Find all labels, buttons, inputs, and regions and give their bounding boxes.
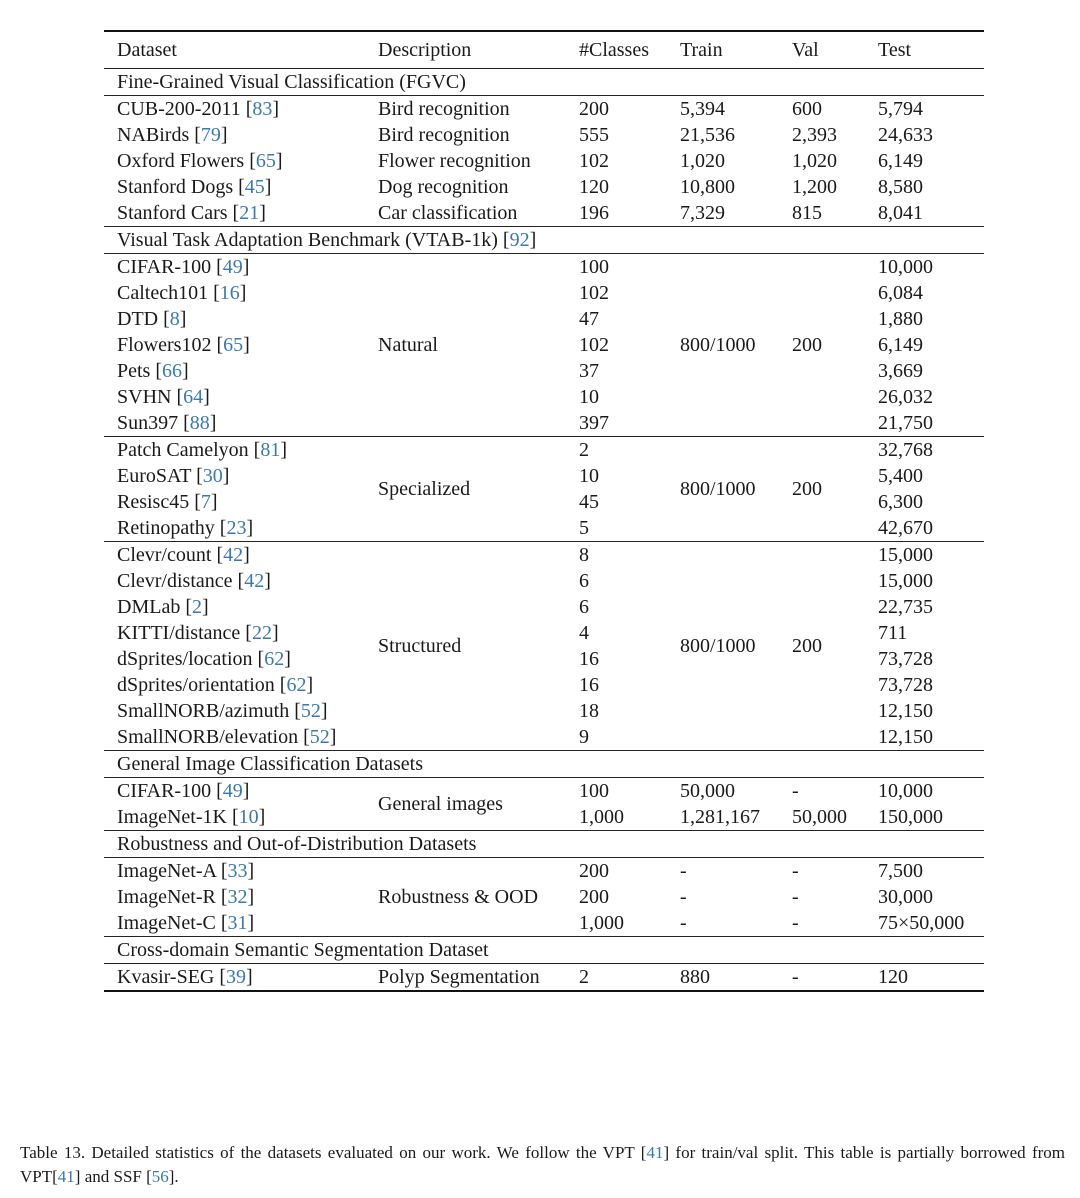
dataset-name: Stanford Cars bbox=[117, 202, 228, 224]
citation-link[interactable]: 41 bbox=[646, 1143, 664, 1162]
dataset-name: ImageNet-R bbox=[117, 886, 216, 908]
citation-link[interactable]: 7 bbox=[200, 491, 211, 513]
section-title bbox=[104, 751, 984, 778]
dataset-cell: DMLab [2] bbox=[117, 596, 209, 618]
dataset-cell: dSprites/orientation [62] bbox=[117, 674, 314, 696]
dataset-cell: SmallNORB/azimuth [52] bbox=[117, 700, 328, 722]
dataset-cell: Patch Camelyon [81] bbox=[104, 437, 365, 464]
classes-cell: 47 bbox=[579, 308, 599, 330]
test-cell: 10,000 bbox=[878, 780, 933, 802]
table-row bbox=[104, 858, 984, 885]
val-cell: - bbox=[779, 964, 865, 992]
dataset-cell: dSprites/location [62] bbox=[117, 648, 291, 670]
classes-cell: 16 bbox=[579, 674, 599, 696]
dataset-cell: Flowers102 [65] bbox=[117, 334, 250, 356]
citation-link[interactable]: 49 bbox=[222, 256, 243, 278]
dataset-name: KITTI/distance bbox=[117, 622, 241, 644]
classes-cell: 1,000 bbox=[579, 806, 624, 828]
dataset-cell: NABirds [79] bbox=[117, 124, 228, 146]
section-title-text: General Image Classification Datasets bbox=[117, 753, 423, 775]
test-cell: 42,670 bbox=[878, 517, 933, 539]
dataset-name: CIFAR-100 bbox=[117, 256, 212, 278]
test-cell: 12,150 bbox=[878, 726, 933, 748]
test-cell: 30,000 bbox=[878, 886, 933, 908]
header-cell: Train bbox=[667, 31, 779, 69]
train-cell: 880 bbox=[667, 964, 779, 992]
dataset-name: Stanford Dogs bbox=[117, 176, 234, 198]
test-cell: 6,084 bbox=[878, 282, 923, 304]
test-cell: 32,768 bbox=[865, 437, 984, 464]
dataset-cell: SVHN [64] bbox=[117, 386, 210, 408]
citation-link[interactable]: 62 bbox=[264, 648, 285, 670]
citation-link[interactable]: 92 bbox=[509, 229, 530, 251]
citation-link[interactable]: 8 bbox=[169, 308, 180, 330]
test-cell: 711 bbox=[878, 622, 908, 644]
dataset-cell: CUB-200-2011 [83] bbox=[117, 98, 280, 120]
dataset-name: dSprites/location bbox=[117, 648, 253, 670]
citation-link[interactable]: 41 bbox=[57, 1167, 75, 1186]
test-cell: 6,149 bbox=[878, 150, 923, 172]
table-row bbox=[104, 174, 984, 200]
section-title bbox=[104, 937, 984, 964]
test-cell: 8,041 bbox=[878, 202, 923, 224]
test-cell: 22,735 bbox=[878, 596, 933, 618]
section-title-text: Cross-domain Semantic Segmentation Dataset bbox=[117, 939, 489, 961]
section-header-row bbox=[104, 751, 984, 778]
citation-link[interactable]: 10 bbox=[238, 806, 259, 828]
train-cell: 21,536 bbox=[680, 124, 735, 146]
citation-link[interactable]: 31 bbox=[227, 912, 248, 934]
dataset-cell: Pets [66] bbox=[117, 360, 189, 382]
citation-link[interactable]: 21 bbox=[239, 202, 260, 224]
classes-cell: 18 bbox=[579, 700, 599, 722]
table-row bbox=[104, 437, 984, 464]
caption-text: ] for train/val split. This table is partially borrowed from VPT[ bbox=[20, 1143, 1065, 1186]
citation-link[interactable]: 2 bbox=[192, 596, 202, 618]
classes-cell: 555 bbox=[579, 124, 609, 146]
classes-cell: 200 bbox=[579, 860, 609, 882]
caption-text: ]. bbox=[168, 1167, 179, 1186]
dataset-name: EuroSAT bbox=[117, 465, 192, 487]
description-cell: Structured bbox=[365, 542, 566, 751]
test-cell: 12,150 bbox=[878, 700, 933, 722]
citation-link[interactable]: 79 bbox=[200, 124, 221, 146]
test-cell: 73,728 bbox=[878, 674, 933, 696]
test-cell: 6,300 bbox=[878, 491, 923, 513]
train-cell: 800/1000 bbox=[667, 542, 779, 751]
test-cell: 6,149 bbox=[878, 334, 923, 356]
caption-text: Table 13. Detailed statistics of the datasets evaluated on our work. We follow the VPT [ bbox=[20, 1143, 647, 1162]
val-cell: 815 bbox=[792, 202, 822, 224]
description-cell: General images bbox=[378, 793, 503, 815]
dataset-cell: Resisc45 [7] bbox=[117, 491, 218, 513]
dataset-name: Caltech101 bbox=[117, 282, 209, 304]
table-row bbox=[104, 964, 984, 992]
dataset-name: SVHN bbox=[117, 386, 172, 408]
header-cell: Val bbox=[779, 31, 865, 69]
dataset-name: Oxford Flowers bbox=[117, 150, 245, 172]
description-cell: Natural bbox=[378, 334, 438, 356]
test-cell: 26,032 bbox=[878, 386, 933, 408]
dataset-name: Resisc45 bbox=[117, 491, 190, 513]
classes-cell: 200 bbox=[579, 886, 609, 908]
train-cell: 10,800 bbox=[680, 176, 735, 198]
table-row bbox=[104, 200, 984, 227]
header-cell: Test bbox=[865, 31, 984, 69]
val-cell: 600 bbox=[792, 98, 822, 120]
citation-link[interactable]: 64 bbox=[183, 386, 204, 408]
dataset-cell: Clevr/count [42] bbox=[104, 542, 365, 569]
test-cell: 75×50,000 bbox=[878, 912, 965, 934]
table-row bbox=[104, 148, 984, 174]
test-cell: 21,750 bbox=[878, 412, 933, 434]
train-cell: - bbox=[680, 886, 687, 908]
table-row bbox=[104, 254, 984, 281]
table-row bbox=[104, 96, 984, 123]
val-cell: - bbox=[792, 780, 799, 802]
test-cell: 10,000 bbox=[878, 256, 933, 278]
train-cell: 1,281,167 bbox=[680, 806, 760, 828]
classes-cell: 5 bbox=[579, 517, 589, 539]
classes-cell: 10 bbox=[579, 465, 599, 487]
val-cell: 1,200 bbox=[792, 176, 837, 198]
section-title: Visual Task Adaptation Benchmark (VTAB-1k) [92] bbox=[104, 227, 984, 254]
description-cell: Dog recognition bbox=[378, 176, 509, 198]
dataset-cell: Clevr/distance [42] bbox=[117, 570, 271, 592]
dataset-name: SmallNORB/azimuth bbox=[117, 700, 290, 722]
dataset-cell: Oxford Flowers [65] bbox=[117, 150, 283, 172]
citation-link[interactable]: 23 bbox=[226, 517, 247, 539]
test-cell: 73,728 bbox=[878, 648, 933, 670]
dataset-cell: KITTI/distance [22] bbox=[117, 622, 279, 644]
classes-cell: 2 bbox=[566, 437, 667, 464]
citation-link[interactable]: 66 bbox=[162, 360, 183, 382]
dataset-cell: SmallNORB/elevation [52] bbox=[117, 726, 337, 748]
dataset-cell: ImageNet-C [31] bbox=[117, 912, 255, 934]
citation-link[interactable]: 65 bbox=[255, 150, 276, 172]
section-title-text: Fine-Grained Visual Classification (FGVC) bbox=[117, 71, 466, 93]
citation-link[interactable]: 30 bbox=[202, 465, 223, 487]
citation-link[interactable]: 16 bbox=[219, 282, 240, 304]
dataset-cell: Caltech101 [16] bbox=[117, 282, 247, 304]
dataset-cell: Retinopathy [23] bbox=[117, 517, 254, 539]
test-cell: 1,880 bbox=[878, 308, 923, 330]
classes-cell: 102 bbox=[579, 334, 609, 356]
dataset-name: DTD bbox=[117, 308, 159, 330]
dataset-name: SmallNORB/elevation bbox=[117, 726, 299, 748]
citation-link[interactable]: 83 bbox=[252, 98, 273, 120]
classes-cell: 8 bbox=[566, 542, 667, 569]
dataset-cell: Sun397 [88] bbox=[117, 412, 217, 434]
dataset-cell: CIFAR-100 [49] bbox=[117, 256, 250, 278]
dataset-cell: Stanford Cars [21] bbox=[117, 202, 266, 224]
classes-cell: 16 bbox=[579, 648, 599, 670]
citation-link[interactable]: 33 bbox=[227, 860, 248, 882]
dataset-name: Sun397 bbox=[117, 412, 179, 434]
dataset-cell: Stanford Dogs [45] bbox=[117, 176, 272, 198]
dataset-name: NABirds bbox=[117, 124, 190, 146]
dataset-cell: EuroSAT [30] bbox=[117, 465, 230, 487]
section-header-row bbox=[104, 937, 984, 964]
dataset-cell: Kvasir-SEG [39] bbox=[104, 964, 365, 992]
train-cell: 5,394 bbox=[680, 98, 725, 120]
datasets-table bbox=[104, 30, 984, 992]
description-cell: Bird recognition bbox=[378, 98, 510, 120]
test-cell: 150,000 bbox=[878, 806, 943, 828]
citation-link[interactable]: 81 bbox=[260, 439, 281, 461]
dataset-cell: CIFAR-100 [49] bbox=[117, 780, 250, 802]
classes-cell: 100 bbox=[579, 780, 609, 802]
test-cell: 24,633 bbox=[878, 124, 933, 146]
citation-link[interactable]: 52 bbox=[309, 726, 330, 748]
test-cell: 8,580 bbox=[878, 176, 923, 198]
train-cell: 800/1000 bbox=[680, 334, 756, 356]
dataset-name: Retinopathy bbox=[117, 517, 215, 539]
table-header bbox=[104, 31, 984, 69]
val-cell: 200 bbox=[779, 542, 865, 751]
section-header-row bbox=[104, 831, 984, 858]
description-cell: Bird recognition bbox=[378, 124, 510, 146]
test-cell: 15,000 bbox=[865, 542, 984, 569]
citation-link[interactable]: 49 bbox=[222, 780, 243, 802]
train-cell: 7,329 bbox=[680, 202, 725, 224]
classes-cell: 4 bbox=[579, 622, 589, 644]
dataset-cell: ImageNet-R [32] bbox=[117, 886, 255, 908]
val-cell: - bbox=[792, 860, 799, 882]
citation-link[interactable]: 62 bbox=[286, 674, 307, 696]
citation-link[interactable]: 42 bbox=[223, 544, 244, 566]
val-cell: 200 bbox=[792, 334, 822, 356]
section-header-row bbox=[104, 69, 984, 96]
header-cell: #Classes bbox=[566, 31, 667, 69]
description-cell: Flower recognition bbox=[378, 150, 531, 172]
dataset-name: ImageNet-C bbox=[117, 912, 216, 934]
val-cell: 50,000 bbox=[792, 806, 847, 828]
dataset-cell: ImageNet-A [33] bbox=[117, 860, 255, 882]
val-cell: - bbox=[792, 912, 799, 934]
dataset-name: ImageNet-A bbox=[117, 860, 216, 882]
classes-cell: 120 bbox=[579, 176, 609, 198]
test-cell: 5,400 bbox=[878, 465, 923, 487]
table-body bbox=[104, 69, 984, 992]
table-row bbox=[104, 778, 984, 805]
description-cell: Polyp Segmentation bbox=[365, 964, 566, 992]
classes-cell: 196 bbox=[579, 202, 609, 224]
train-cell: - bbox=[680, 912, 687, 934]
dataset-cell: ImageNet-1K [10] bbox=[117, 806, 266, 828]
train-cell: 50,000 bbox=[680, 780, 735, 802]
section-title bbox=[104, 69, 984, 96]
classes-cell: 397 bbox=[579, 412, 609, 434]
citation-link[interactable]: 52 bbox=[300, 700, 321, 722]
header-cell: Dataset bbox=[104, 31, 365, 69]
table-row bbox=[104, 542, 984, 569]
val-cell: 1,020 bbox=[792, 150, 837, 172]
caption-text: ] and SSF [ bbox=[74, 1167, 152, 1186]
citation-link[interactable]: 42 bbox=[244, 570, 265, 592]
classes-cell: 45 bbox=[579, 491, 599, 513]
description-cell: Specialized bbox=[365, 437, 566, 542]
dataset-name: Clevr/distance bbox=[117, 570, 233, 592]
citation-link[interactable]: 22 bbox=[251, 622, 272, 644]
header-cell: Description bbox=[365, 31, 566, 69]
classes-cell: 10 bbox=[579, 386, 599, 408]
header-row bbox=[104, 31, 984, 69]
val-cell: - bbox=[792, 886, 799, 908]
citation-link[interactable]: 39 bbox=[226, 966, 247, 988]
test-cell: 5,794 bbox=[878, 98, 923, 120]
classes-cell: 1,000 bbox=[579, 912, 624, 934]
test-cell: 120 bbox=[865, 964, 984, 992]
classes-cell: 102 bbox=[579, 150, 609, 172]
classes-cell: 100 bbox=[579, 256, 609, 278]
test-cell: 3,669 bbox=[878, 360, 923, 382]
dataset-cell: DTD [8] bbox=[117, 308, 187, 330]
test-cell: 7,500 bbox=[878, 860, 923, 882]
description-cell: Car classification bbox=[378, 202, 518, 224]
dataset-name: Clevr/count bbox=[117, 544, 212, 566]
train-cell: 1,020 bbox=[680, 150, 725, 172]
dataset-name: Pets bbox=[117, 360, 151, 382]
table-caption bbox=[20, 1141, 1065, 1189]
classes-cell: 2 bbox=[566, 964, 667, 992]
classes-cell: 6 bbox=[579, 570, 589, 592]
classes-cell: 102 bbox=[579, 282, 609, 304]
classes-cell: 37 bbox=[579, 360, 599, 382]
train-cell: - bbox=[680, 860, 687, 882]
dataset-name: DMLab bbox=[117, 596, 181, 618]
classes-cell: 6 bbox=[579, 596, 589, 618]
dataset-name: dSprites/orientation bbox=[117, 674, 275, 696]
dataset-name: CIFAR-100 bbox=[117, 780, 212, 802]
citation-link[interactable]: 88 bbox=[189, 412, 210, 434]
dataset-name: CUB-200-2011 bbox=[117, 98, 241, 120]
section-title-text: Visual Task Adaptation Benchmark (VTAB-1k) bbox=[117, 229, 498, 251]
citation-link[interactable]: 45 bbox=[244, 176, 265, 198]
test-cell: 15,000 bbox=[878, 570, 933, 592]
dataset-name: Kvasir-SEG bbox=[117, 966, 215, 988]
val-cell: 200 bbox=[779, 437, 865, 542]
table-row bbox=[104, 122, 984, 148]
section-title bbox=[104, 831, 984, 858]
dataset-name: Flowers102 bbox=[117, 334, 212, 356]
description-cell: Robustness & OOD bbox=[378, 886, 539, 908]
dataset-name: Patch Camelyon bbox=[117, 439, 249, 461]
section-title-text: Robustness and Out-of-Distribution Datasets bbox=[117, 833, 477, 855]
classes-cell: 200 bbox=[579, 98, 609, 120]
citation-link[interactable]: 65 bbox=[223, 334, 244, 356]
citation-link[interactable]: 32 bbox=[227, 886, 248, 908]
train-cell: 800/1000 bbox=[667, 437, 779, 542]
val-cell: 2,393 bbox=[792, 124, 837, 146]
citation-link[interactable]: 56 bbox=[151, 1167, 169, 1186]
section-header-row bbox=[104, 227, 984, 254]
dataset-name: ImageNet-1K bbox=[117, 806, 227, 828]
classes-cell: 9 bbox=[579, 726, 589, 748]
